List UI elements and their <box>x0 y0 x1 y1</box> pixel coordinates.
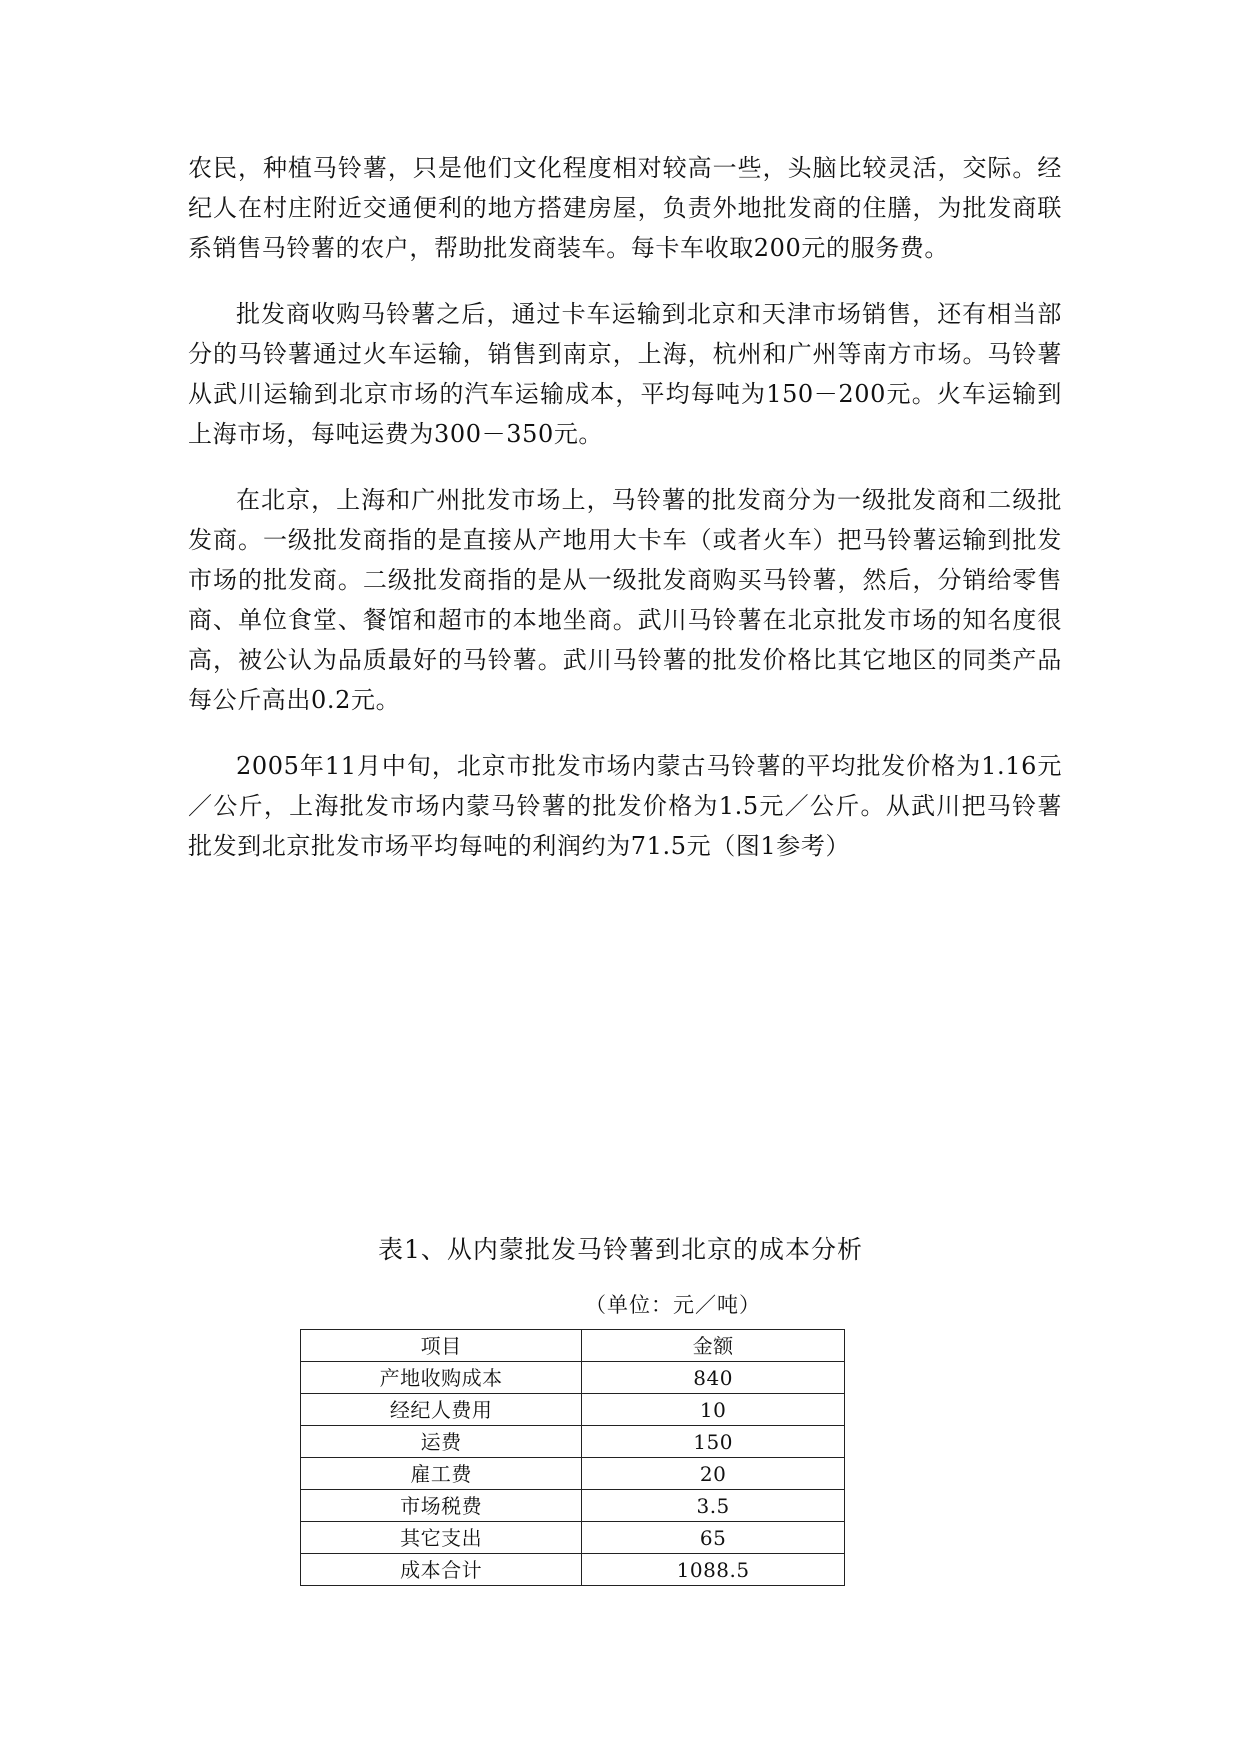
header-item: 项目 <box>301 1330 582 1362</box>
row-amount: 20 <box>582 1458 845 1490</box>
header-amount: 金额 <box>582 1330 845 1362</box>
row-amount: 840 <box>582 1362 845 1394</box>
table-row <box>301 1458 845 1490</box>
cost-analysis-table <box>300 1329 845 1586</box>
row-amount: 3.5 <box>582 1490 845 1522</box>
table-row <box>301 1394 845 1426</box>
table-row-total <box>301 1554 845 1586</box>
table-caption: 表1、从内蒙批发马铃薯到北京的成本分析 <box>378 1235 863 1264</box>
paragraph-4: 2005年11月中旬，北京市批发市场内蒙古马铃薯的平均批发价格为1.16元／公斤，上海批发市场内蒙马铃薯的批发价格为1.5元／公斤。从武川把马铃薯批发到北京批发市场平均每吨的利润约为71.5元（图1参考） <box>188 752 1062 860</box>
row-item: 经纪人费用 <box>301 1394 582 1426</box>
table-row <box>301 1362 845 1394</box>
row-item: 市场税费 <box>301 1490 582 1522</box>
row-item: 雇工费 <box>301 1458 582 1490</box>
table-row <box>301 1426 845 1458</box>
row-amount: 65 <box>582 1522 845 1554</box>
row-item: 产地收购成本 <box>301 1362 582 1394</box>
table-row <box>301 1522 845 1554</box>
row-item: 其它支出 <box>301 1522 582 1554</box>
paragraph-2: 批发商收购马铃薯之后，通过卡车运输到北京和天津市场销售，还有相当部分的马铃薯通过火车运输，销售到南京，上海，杭州和广州等南方市场。马铃薯从武川运输到北京市场的汽车运输成本，平均每吨为150－200元。火车运输到上海市场，每吨运费为300－350元。 <box>188 300 1062 448</box>
row-item: 成本合计 <box>301 1554 582 1586</box>
paragraph-1: 农民，种植马铃薯，只是他们文化程度相对较高一些，头脑比较灵活，交际。经纪人在村庄附近交通便利的地方搭建房屋，负责外地批发商的住膳，为批发商联系销售马铃薯的农户，帮助批发商装车。每卡车收取200元的服务费。 <box>188 154 1062 262</box>
row-item: 运费 <box>301 1426 582 1458</box>
body-text <box>188 148 1062 892</box>
row-amount: 150 <box>582 1426 845 1458</box>
table-header-row <box>301 1330 845 1362</box>
row-amount: 10 <box>582 1394 845 1426</box>
row-amount: 1088.5 <box>582 1554 845 1586</box>
table-row <box>301 1490 845 1522</box>
paragraph-3: 在北京，上海和广州批发市场上，马铃薯的批发商分为一级批发商和二级批发商。一级批发商指的是直接从产地用大卡车（或者火车）把马铃薯运输到批发市场的批发商。二级批发商指的是从一级批发商购买马铃薯，然后，分销给零售商、单位食堂、餐馆和超市的本地坐商。武川马铃薯在北京批发市场的知名度很高，被公认为品质最好的马铃薯。武川马铃薯的批发价格比其它地区的同类产品每公斤高出0.2元。 <box>188 486 1062 714</box>
table-unit-note: （单位：元／吨） <box>585 1293 761 1317</box>
